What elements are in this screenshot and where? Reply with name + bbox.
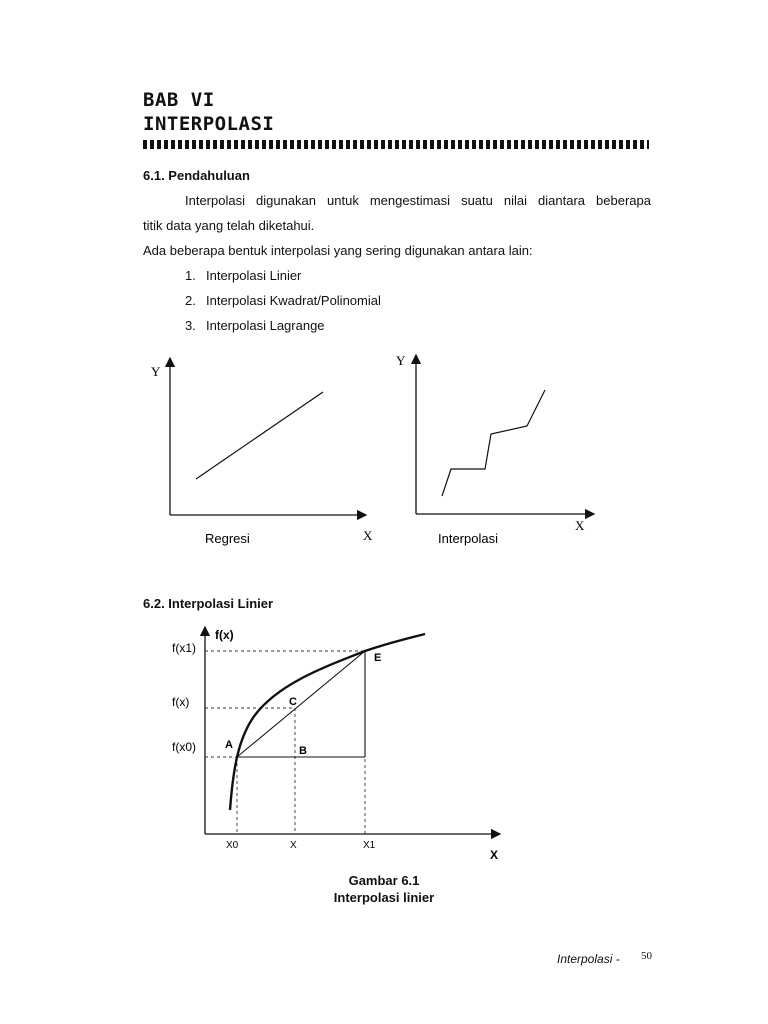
figure-caption: Interpolasi xyxy=(438,531,498,546)
footer-label: Interpolasi - xyxy=(557,952,620,966)
interpolation-line xyxy=(442,390,545,496)
y-axis-label: Y xyxy=(151,364,161,379)
x-axis-label: X xyxy=(575,518,585,533)
interpolasi-figure xyxy=(390,348,610,550)
figure-caption: Regresi xyxy=(205,531,250,546)
regression-line xyxy=(196,392,323,479)
linear-interpolation-figure xyxy=(160,620,520,865)
point-e-label: E xyxy=(374,652,382,664)
x-tick-label: X xyxy=(290,840,297,851)
fx-label: f(x) xyxy=(172,695,190,709)
x1-tick-label: X1 xyxy=(363,840,376,851)
list-text: Interpolasi Linier xyxy=(206,268,302,283)
secant-line xyxy=(237,651,365,757)
fx-axis-label: f(x) xyxy=(215,628,234,642)
section-heading-pendahuluan: 6.1. Pendahuluan xyxy=(143,168,250,183)
list-text: Interpolasi Kwadrat/Polinomial xyxy=(206,293,381,308)
list-number: 3. xyxy=(185,318,196,333)
point-b-label: B xyxy=(299,745,307,757)
page-number: 50 xyxy=(641,950,652,962)
chapter-number: BAB VI xyxy=(143,89,215,111)
y-axis-label: Y xyxy=(396,353,406,368)
list-item xyxy=(185,315,325,337)
fx0-label: f(x0) xyxy=(172,740,196,754)
paragraph-1-line-2: titik data yang telah diketahui. xyxy=(143,218,315,233)
list-item xyxy=(185,265,302,287)
x-axis-label: X xyxy=(363,528,373,543)
list-number: 1. xyxy=(185,268,196,283)
list-text: Interpolasi Lagrange xyxy=(206,318,325,333)
point-a-label: A xyxy=(225,739,233,751)
paragraph-1-line-1: Interpolasi digunakan untuk mengestimasi suatu nilai diantara beberapa xyxy=(185,193,651,208)
fx1-label: f(x1) xyxy=(172,641,196,655)
list-item xyxy=(185,290,381,312)
section-heading-interpolasi-linier: 6.2. Interpolasi Linier xyxy=(143,596,274,611)
chapter-title: INTERPOLASI xyxy=(143,113,275,135)
x0-tick-label: X0 xyxy=(226,840,239,851)
point-c-label: C xyxy=(289,696,297,708)
paragraph-2: Ada beberapa bentuk interpolasi yang sering digunakan antara lain: xyxy=(143,243,533,258)
x-axis-label: X xyxy=(490,848,499,862)
figure-caption-title: Interpolasi linier xyxy=(333,890,435,905)
regresi-figure xyxy=(140,350,380,550)
function-curve xyxy=(230,634,425,810)
figure-caption-number: Gambar 6.1 xyxy=(348,873,420,888)
list-number: 2. xyxy=(185,293,196,308)
double-rule-bottom xyxy=(143,144,649,149)
